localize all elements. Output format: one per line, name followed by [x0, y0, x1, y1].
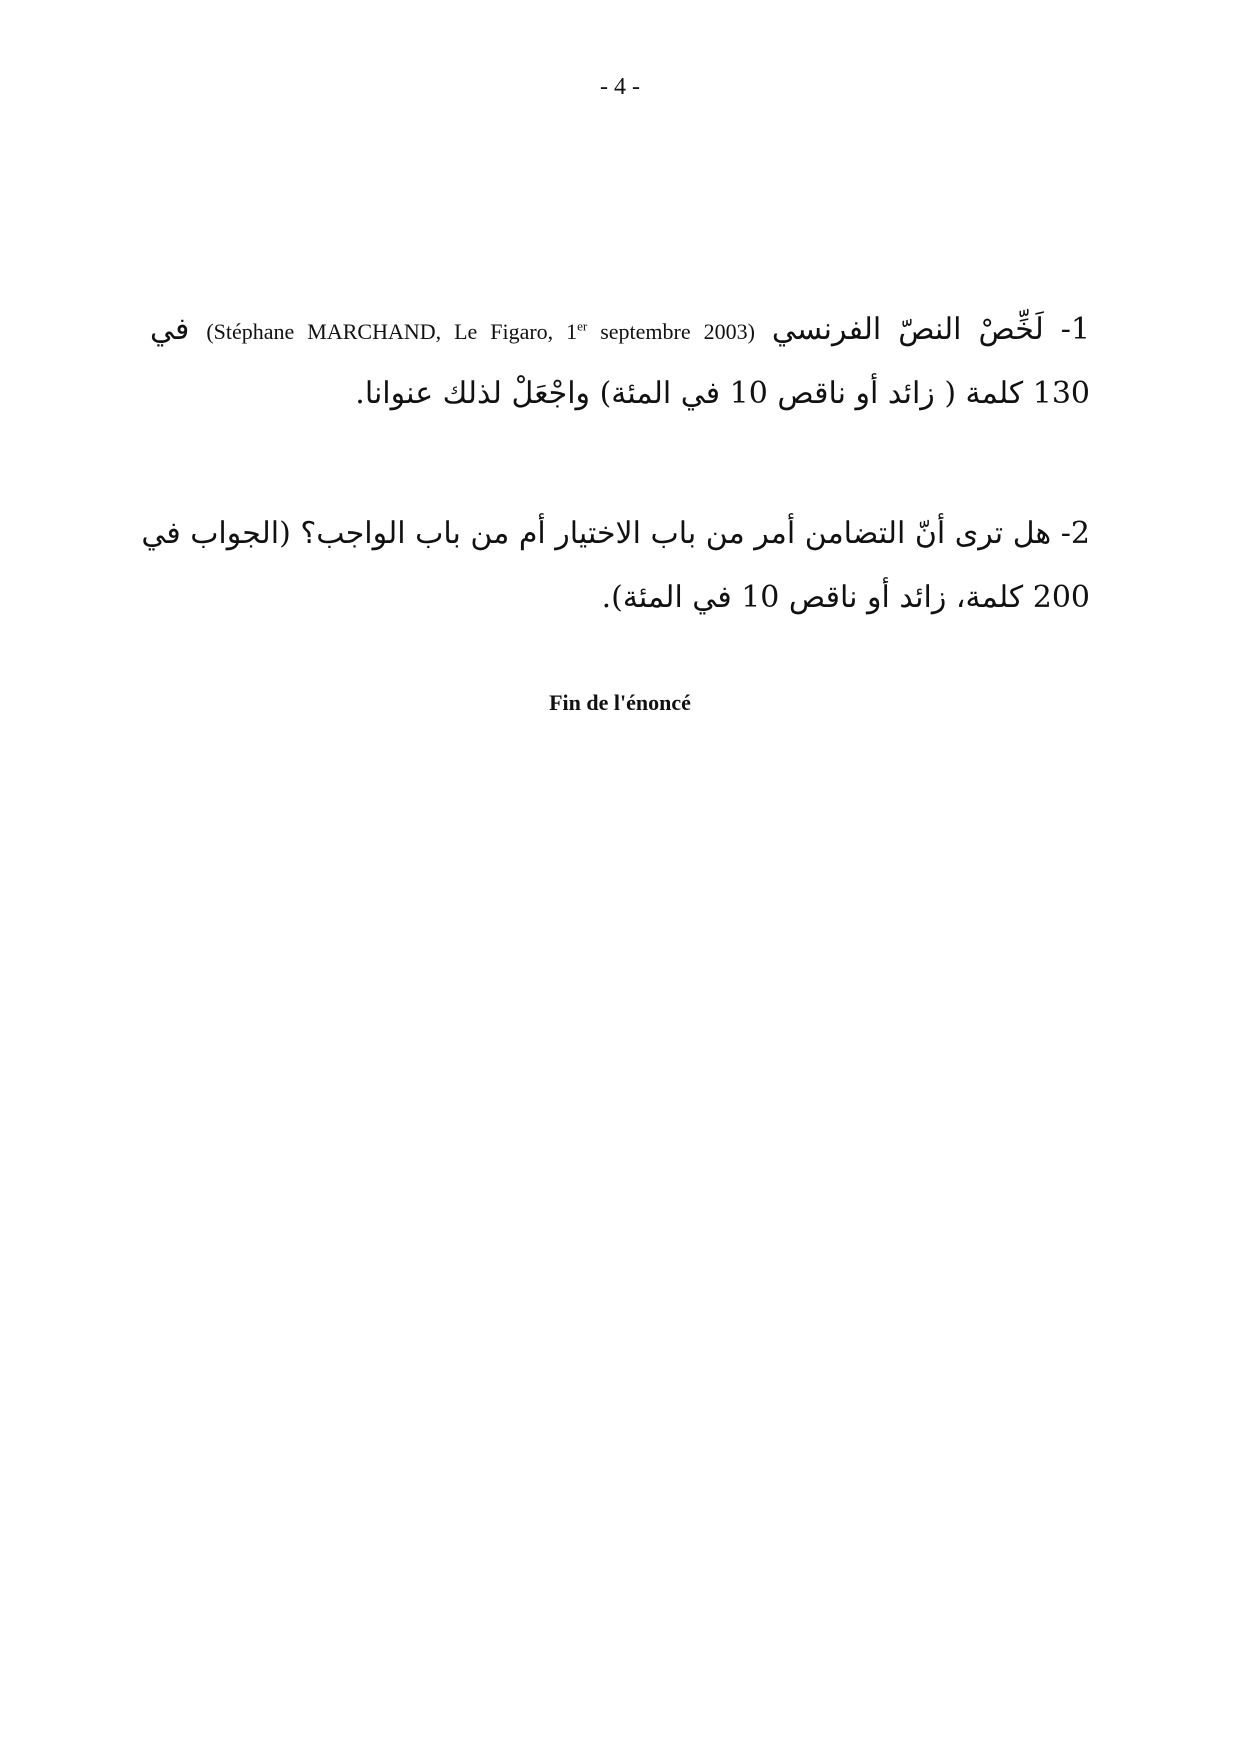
end-of-statement: Fin de l'énoncé: [549, 690, 691, 715]
page-number: - 4 -: [600, 74, 640, 100]
question-2-line-2: 200 كلمة، زائد أو ناقص 10 في المئة).: [601, 580, 1090, 615]
question-2-line-1: 2- هل ترى أنّ التضامن أمر من باب الاختيار أم من باب الواجب؟ (الجواب في: [141, 516, 1090, 551]
source-citation: [206, 319, 755, 344]
question-2: [141, 502, 1090, 630]
question-1-line-1: [150, 298, 1090, 362]
question-1-line-end: في: [150, 312, 207, 347]
question-1-line-2: 130 كلمة ( زائد أو ناقص 10 في المئة) واجْعَلْ لذلك عنوانا.: [355, 376, 1090, 411]
question-1-instruction: 1- لَخِّصْ النصّ الفرنسي: [754, 312, 1090, 347]
citation-superscript: er: [577, 318, 588, 334]
question-1: [150, 298, 1090, 426]
citation-text: (Stéphane MARCHAND, Le Figaro, 1: [206, 319, 578, 344]
citation-date: septembre 2003): [587, 319, 755, 344]
